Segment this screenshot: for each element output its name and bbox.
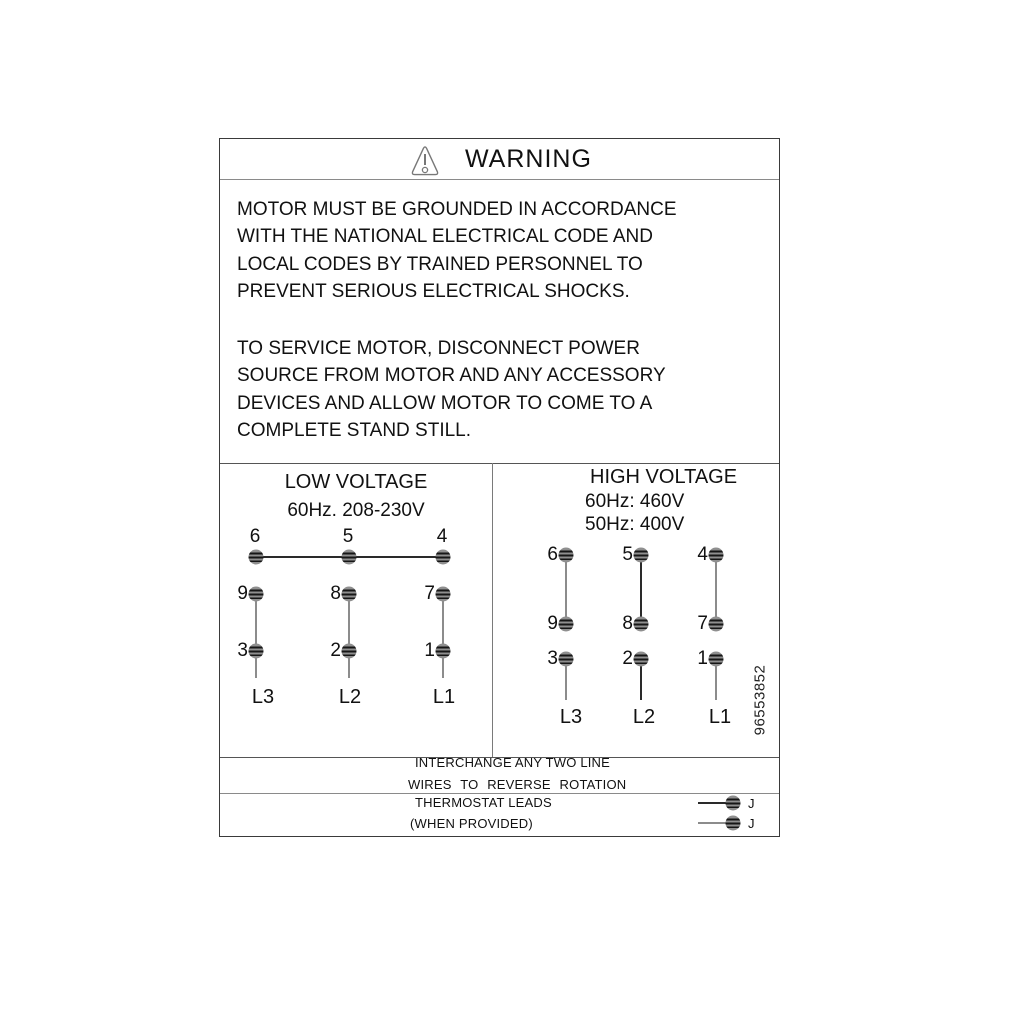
- warning-triangle-icon: [410, 145, 440, 177]
- warning-text-line: SOURCE FROM MOTOR AND ANY ACCESSORY: [237, 365, 666, 387]
- terminal-number: 3: [237, 640, 248, 661]
- line-label: L1: [708, 706, 732, 728]
- high-wire-4-7: [715, 555, 717, 624]
- motor-warning-label: [219, 138, 780, 837]
- header-divider: [220, 179, 779, 180]
- terminal-number: 9: [237, 583, 248, 604]
- warning-paragraph-grounding: [237, 196, 677, 305]
- terminal-dot: [249, 587, 264, 602]
- terminal-number: 9: [547, 613, 558, 634]
- terminal-dot: [342, 587, 357, 602]
- warning-text-line: TO SERVICE MOTOR, DISCONNECT POWER: [237, 338, 640, 359]
- terminal-dot: [559, 548, 574, 563]
- thermostat-note-line2: (WHEN PROVIDED): [410, 816, 533, 831]
- terminal-dot: [726, 796, 741, 811]
- rotation-note-line2: WIRES TO REVERSE ROTATION: [408, 777, 627, 792]
- terminal-dot: [436, 644, 451, 659]
- line-label: L2: [338, 686, 362, 708]
- line-label: L3: [559, 706, 583, 728]
- terminal-dot: [342, 644, 357, 659]
- terminal-number: 1: [424, 640, 435, 661]
- warning-text-line: WITH THE NATIONAL ELECTRICAL CODE AND: [237, 226, 653, 248]
- terminal-number: 2: [330, 640, 341, 661]
- low-wire-l3: [255, 594, 257, 678]
- thermostat-lead-wire: [698, 822, 727, 824]
- terminal-number: 8: [622, 613, 633, 634]
- line-label: L2: [632, 706, 656, 728]
- high-wire-5-8: [640, 555, 642, 624]
- high-voltage-title: HIGH VOLTAGE: [590, 466, 738, 488]
- warning-text-line: MOTOR MUST BE GROUNDED IN ACCORDANCE: [237, 199, 677, 220]
- terminal-dot: [249, 644, 264, 659]
- terminal-number: 6: [249, 526, 261, 547]
- thermostat-lead-wire: [698, 802, 727, 804]
- terminal-number: 5: [342, 526, 354, 547]
- terminal-number: 4: [697, 544, 708, 565]
- terminal-number: 1: [697, 648, 708, 669]
- terminal-number: 8: [330, 583, 341, 604]
- rotation-note-line1: INTERCHANGE ANY TWO LINE: [415, 755, 611, 770]
- warning-paragraph-service: [237, 335, 666, 444]
- low-wire-l2: [348, 594, 350, 678]
- line-label: L1: [432, 686, 456, 708]
- terminal-dot: [249, 550, 264, 565]
- warning-text-line: COMPLETE STAND STILL.: [237, 419, 472, 441]
- terminal-dot: [709, 548, 724, 563]
- terminal-dot: [342, 550, 357, 565]
- footer-row-divider: [220, 793, 779, 794]
- terminal-dot: [559, 617, 574, 632]
- terminal-number: 4: [436, 526, 448, 547]
- terminal-dot: [634, 548, 649, 563]
- line-label: L3: [251, 686, 275, 708]
- low-voltage-title: LOW VOLTAGE: [284, 471, 428, 493]
- part-number: 96553852: [751, 664, 769, 736]
- terminal-dot: [436, 550, 451, 565]
- lead-label: J: [748, 816, 755, 831]
- low-wire-l1: [442, 594, 444, 678]
- terminal-dot: [559, 652, 574, 667]
- warning-text-line: PREVENT SERIOUS ELECTRICAL SHOCKS.: [237, 280, 630, 302]
- lead-label: J: [748, 796, 755, 811]
- high-voltage-subtitle-60hz: 60Hz: 460V: [585, 491, 685, 512]
- terminal-dot: [709, 652, 724, 667]
- terminal-number: 5: [622, 544, 633, 565]
- page-title: WARNING: [465, 145, 592, 173]
- high-wire-6-9: [565, 555, 567, 624]
- terminal-number: 6: [547, 544, 558, 565]
- terminal-number: 2: [622, 648, 633, 669]
- warning-text-line: LOCAL CODES BY TRAINED PERSONNEL TO: [237, 253, 643, 275]
- high-voltage-subtitle-50hz: 50Hz: 400V: [585, 514, 685, 535]
- terminal-dot: [634, 652, 649, 667]
- warning-diagram-divider: [220, 463, 779, 464]
- terminal-number: 3: [547, 648, 558, 669]
- terminal-dot: [709, 617, 724, 632]
- thermostat-note-line1: THERMOSTAT LEADS: [415, 795, 552, 810]
- terminal-dot: [634, 617, 649, 632]
- low-voltage-subtitle: 60Hz. 208-230V: [287, 500, 425, 521]
- terminal-dot: [726, 816, 741, 831]
- terminal-number: 7: [697, 613, 708, 634]
- terminal-dot: [436, 587, 451, 602]
- terminal-number: 7: [424, 583, 435, 604]
- warning-text-line: DEVICES AND ALLOW MOTOR TO COME TO A: [237, 392, 653, 414]
- voltage-panels-divider: [492, 463, 493, 757]
